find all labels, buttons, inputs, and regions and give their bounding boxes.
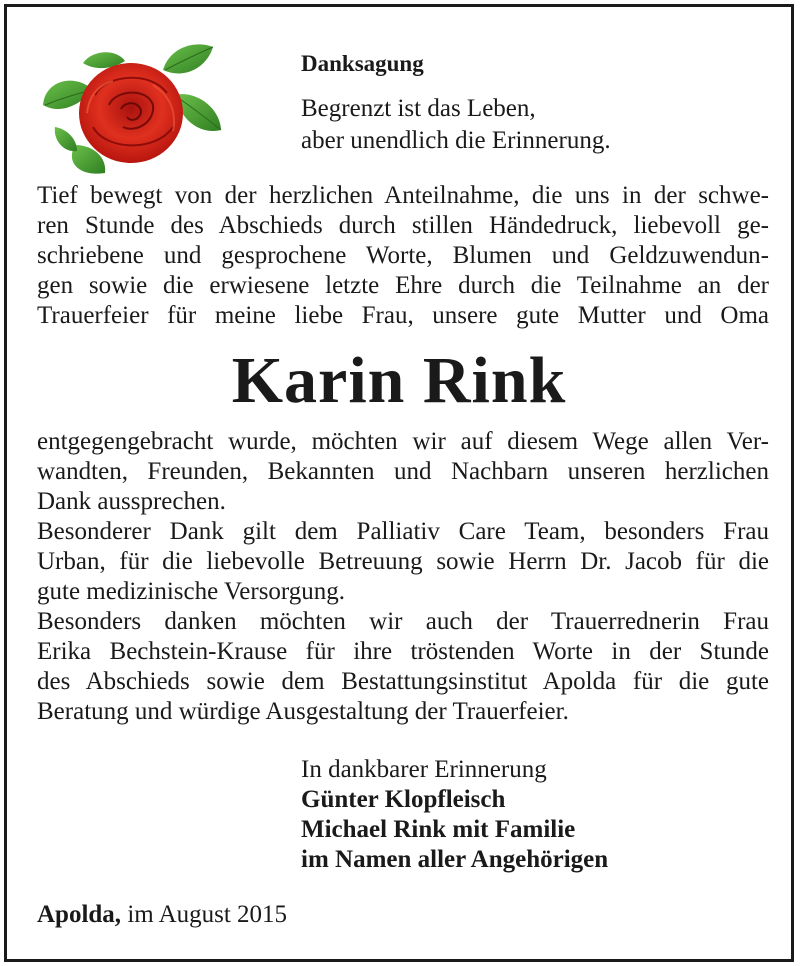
thanks-paragraph (37, 427, 769, 517)
signatory: Günter Klopfleisch (301, 786, 506, 813)
text-line: Beratung und würdige Ausgestaltung der Trauerfeier. (37, 698, 569, 725)
text-line: gen sowie die erwiesene letzte Ehre durch die Teilnahme an der (37, 272, 769, 299)
heading: Danksagung (301, 51, 424, 76)
place-date (37, 901, 287, 929)
text-line: des Abschieds sowie dem Bestattungsinstitut Apolda für die gute (37, 668, 769, 695)
text-line: Erika Bechstein-Krause für ihre tröstenden Worte in der Stunde (37, 638, 769, 665)
text-line: entgegengebracht wurde, möchten wir auf diesem Wege allen Ver- (37, 428, 769, 455)
motto-line: Begrenzt ist das Leben, (301, 95, 536, 122)
text-line: schriebene und gesprochene Worte, Blumen und Geldzuwendun- (37, 242, 769, 269)
palliativ-paragraph (37, 517, 769, 607)
signoff-intro: In dankbarer Erinnerung (301, 756, 547, 783)
text-line: Dank aussprechen. (37, 488, 226, 515)
text-line: Urban, für die liebevolle Betreuung sowie Herrn Dr. Jacob für die (37, 548, 769, 575)
text-line: Tief bewegt von der herzlichen Anteilnahme, die uns in der schwe- (37, 182, 769, 209)
signatory: Michael Rink mit Familie (301, 816, 576, 843)
deceased-name: Karin Rink (231, 344, 567, 417)
text-line: Besonders danken möchten wir auch der Trauerrednerin Frau (37, 608, 769, 635)
speaker-paragraph (37, 607, 769, 727)
signoff (301, 755, 608, 875)
intro-paragraph (37, 181, 769, 331)
obituary-notice (4, 4, 794, 962)
motto-line: aber unendlich die Erinnerung. (301, 127, 611, 154)
motto (301, 93, 611, 157)
text-line: gute medizinische Versorgung. (37, 578, 346, 605)
text-line: Trauerfeier für meine liebe Frau, unsere gute Mutter und Oma (37, 302, 769, 329)
signatory: im Namen aller Angehörigen (301, 846, 609, 873)
date: im August 2015 (127, 901, 288, 928)
text-line: wandten, Freunden, Bekannten und Nachbarn unseren herzlichen (37, 458, 769, 485)
place: Apolda, (37, 901, 122, 928)
text-line: Besonderer Dank gilt dem Palliativ Care Team, besonders Frau (37, 518, 769, 545)
text-line: ren Stunde des Abschieds durch stillen Händedruck, liebevoll ge- (37, 212, 769, 239)
red-rose-icon (35, 35, 225, 180)
